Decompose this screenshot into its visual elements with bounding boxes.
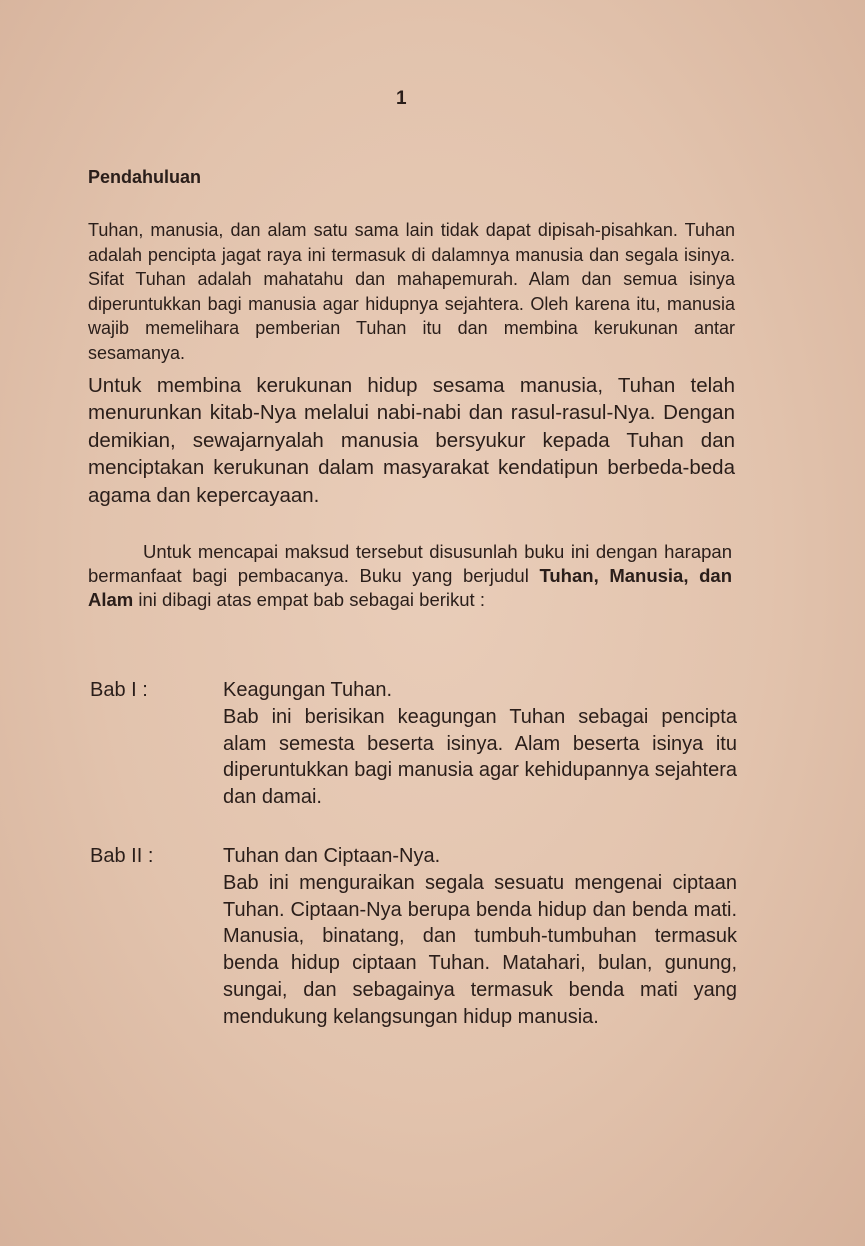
chapter-title: Tuhan dan Ciptaan-Nya. — [223, 845, 441, 867]
book-title: Tuhan, Manusia, dan Alam — [88, 565, 732, 610]
intro-paragraph-part1: Tuhan, manusia, dan alam satu sama lain tidak dapat dipisah-pisahkan. Tuhan adalah pencipta jagat raya ini termasuk di dalamnya manusia dan segala isinya. Sifat Tuhan adalah mahatahu dan mahapemurah. Alam dan semua isinya diperuntukkan bagi manusia agar hidupnya sejahtera. Oleh karena itu, manusia wajib memelihara pemberian Tuhan itu dan membina kerukunan antar sesamanya. — [88, 220, 735, 363]
chapter-body — [223, 677, 737, 811]
chapter-label: Bab I : — [90, 679, 148, 701]
purpose-paragraph — [88, 540, 732, 612]
chapter-description: Bab ini menguraikan segala sesuatu mengenai ciptaan Tuhan. Ciptaan-Nya berupa benda hidup dan benda mati. Manusia, binatang, dan tumbuh-tumbuhan termasuk benda hidup ciptaan Tuhan. Matahari, bulan, gunung, sungai, dan sebagainya termasuk benda mati yang mendukung kelangsungan hidup manusia. — [223, 871, 737, 1028]
chapter-body — [223, 843, 737, 1031]
chapter-description: Bab ini berisikan keagungan Tuhan sebagai pencipta alam semesta beserta isinya. Alam beserta isinya itu diperuntukkan bagi manusia agar kehidupannya sejahtera dan damai. — [223, 705, 737, 809]
chapter-label: Bab II : — [90, 845, 154, 867]
page-number: 1 — [396, 88, 407, 109]
chapter-title: Keagungan Tuhan. — [223, 679, 393, 701]
purpose-text-after: ini dibagi atas empat bab sebagai berikut : — [138, 589, 485, 610]
purpose-text-before: Untuk mencapai maksud tersebut disusunlah buku ini dengan harapan bermanfaat bagi pembacanya. Buku yang berjudul — [88, 541, 732, 586]
section-heading: Pendahuluan — [88, 167, 202, 187]
intro-paragraph-part2: Untuk membina kerukunan hidup sesama manusia, Tuhan telah menurunkan kitab-Nya melalui nabi-nabi dan rasul-rasul-Nya. Dengan demikian, sewajarnyalah manusia bersyukur kepada Tuhan dan menciptakan kerukunan dalam masyarakat kendatipun berbeda-beda agama dan kepercayaan. — [88, 374, 735, 507]
